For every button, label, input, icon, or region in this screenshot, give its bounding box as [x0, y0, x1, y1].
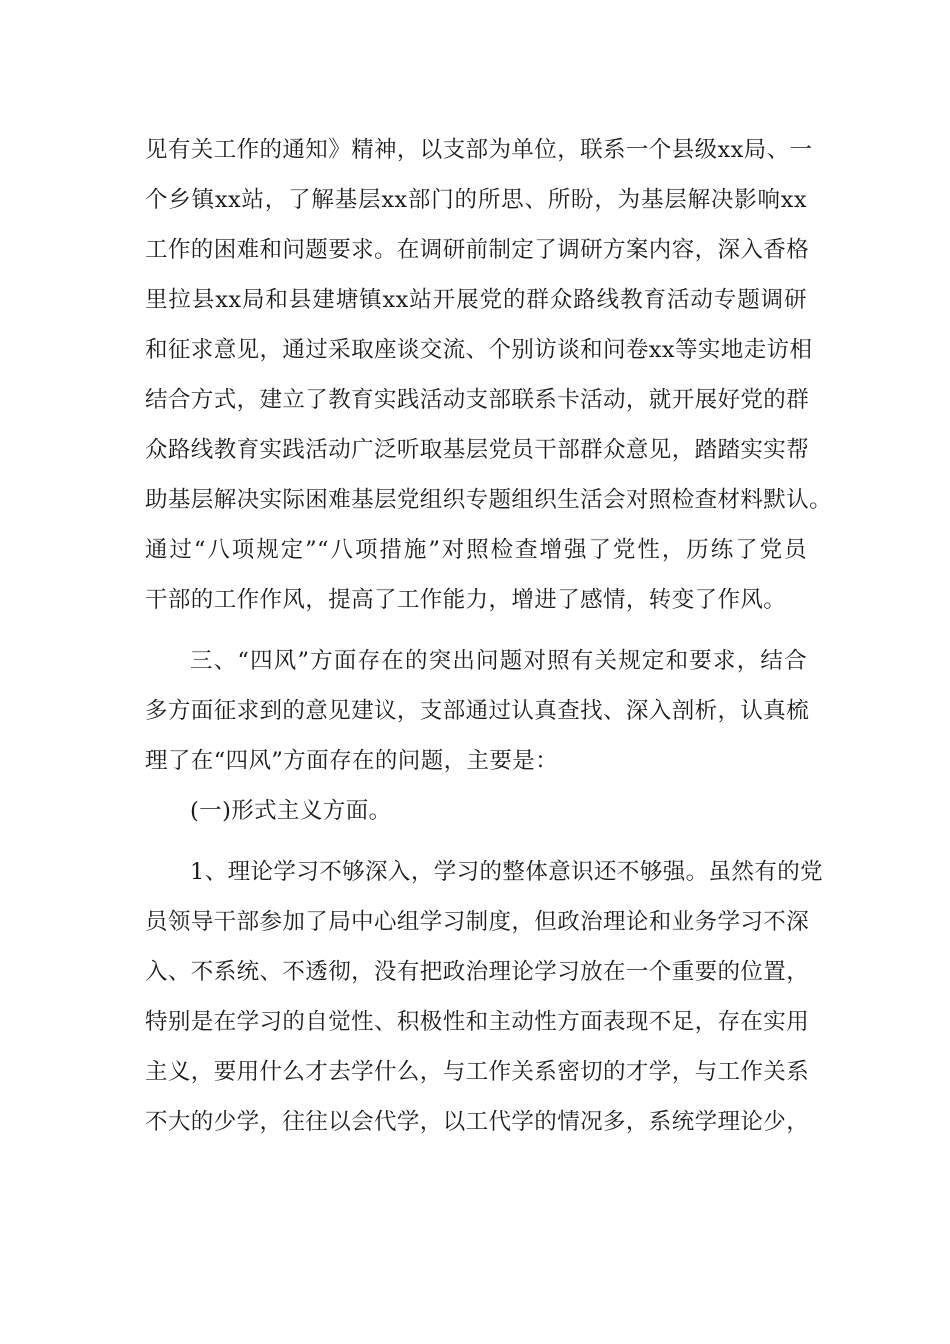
text-line-3: 工作的困难和问题要求。在调研前制定了调研方案内容，深入香格 — [145, 237, 810, 263]
item-one-line-3: 入、不系统、不透彻，没有把政治理论学习放在一个重要的位置， — [145, 959, 810, 985]
text-line-10: 干部的工作作风，提高了工作能力，增进了感情，转变了作风。 — [145, 587, 787, 613]
text-line-6: 结合方式，建立了教育实践活动支部联系卡活动，就开展好党的群 — [145, 387, 810, 413]
item-one-line-4: 特别是在学习的自觉性、积极性和主动性方面表现不足，存在实用 — [145, 1009, 810, 1035]
item-one-line-5: 主义，要用什么才去学什么，与工作关系密切的才学，与工作关系 — [145, 1059, 810, 1085]
text-line-4: 里拉县xx局和县建塘镇xx站开展党的群众路线教育活动专题调研 — [145, 287, 807, 313]
text-line-8: 助基层解决实际困难基层党组织专题组织生活会对照检查材料默认。 — [145, 487, 833, 513]
item-one-line-2: 员领导干部参加了局中心组学习制度，但政治理论和业务学习不深 — [145, 909, 810, 935]
text-line-9: 通过“八项规定”“八项措施”对照检查增强了党性，历练了党员 — [145, 537, 807, 563]
section-three-line-2: 多方面征求到的意见建议，支部通过认真查找、深入剖析，认真梳 — [145, 698, 810, 724]
text-line-5: 和征求意见，通过采取座谈交流、个别访谈和问卷xx等实地走访相 — [145, 337, 813, 363]
text-line-7: 众路线教育实践活动广泛听取基层党员干部群众意见，踏踏实实帮 — [145, 437, 810, 463]
item-one-line-6: 不大的少学，往往以会代学，以工代学的情况多，系统学理论少， — [145, 1109, 810, 1135]
subheading-formalism: (一)形式主义方面。 — [190, 798, 392, 824]
text-line-1: 见有关工作的通知》精神，以支部为单位，联系一个县级xx局、一 — [145, 137, 813, 163]
section-three-line-3: 理了在“四风”方面存在的问题，主要是： — [145, 748, 559, 774]
text-line-2: 个乡镇xx站，了解基层xx部门的所思、所盼，为基层解决影响xx — [145, 187, 807, 213]
item-one-line-1: 1、理论学习不够深入，学习的整体意识还不够强。虽然有的党 — [190, 859, 824, 885]
section-three-line-1: 三、“四风”方面存在的突出问题对照有关规定和要求，结合 — [190, 648, 807, 674]
